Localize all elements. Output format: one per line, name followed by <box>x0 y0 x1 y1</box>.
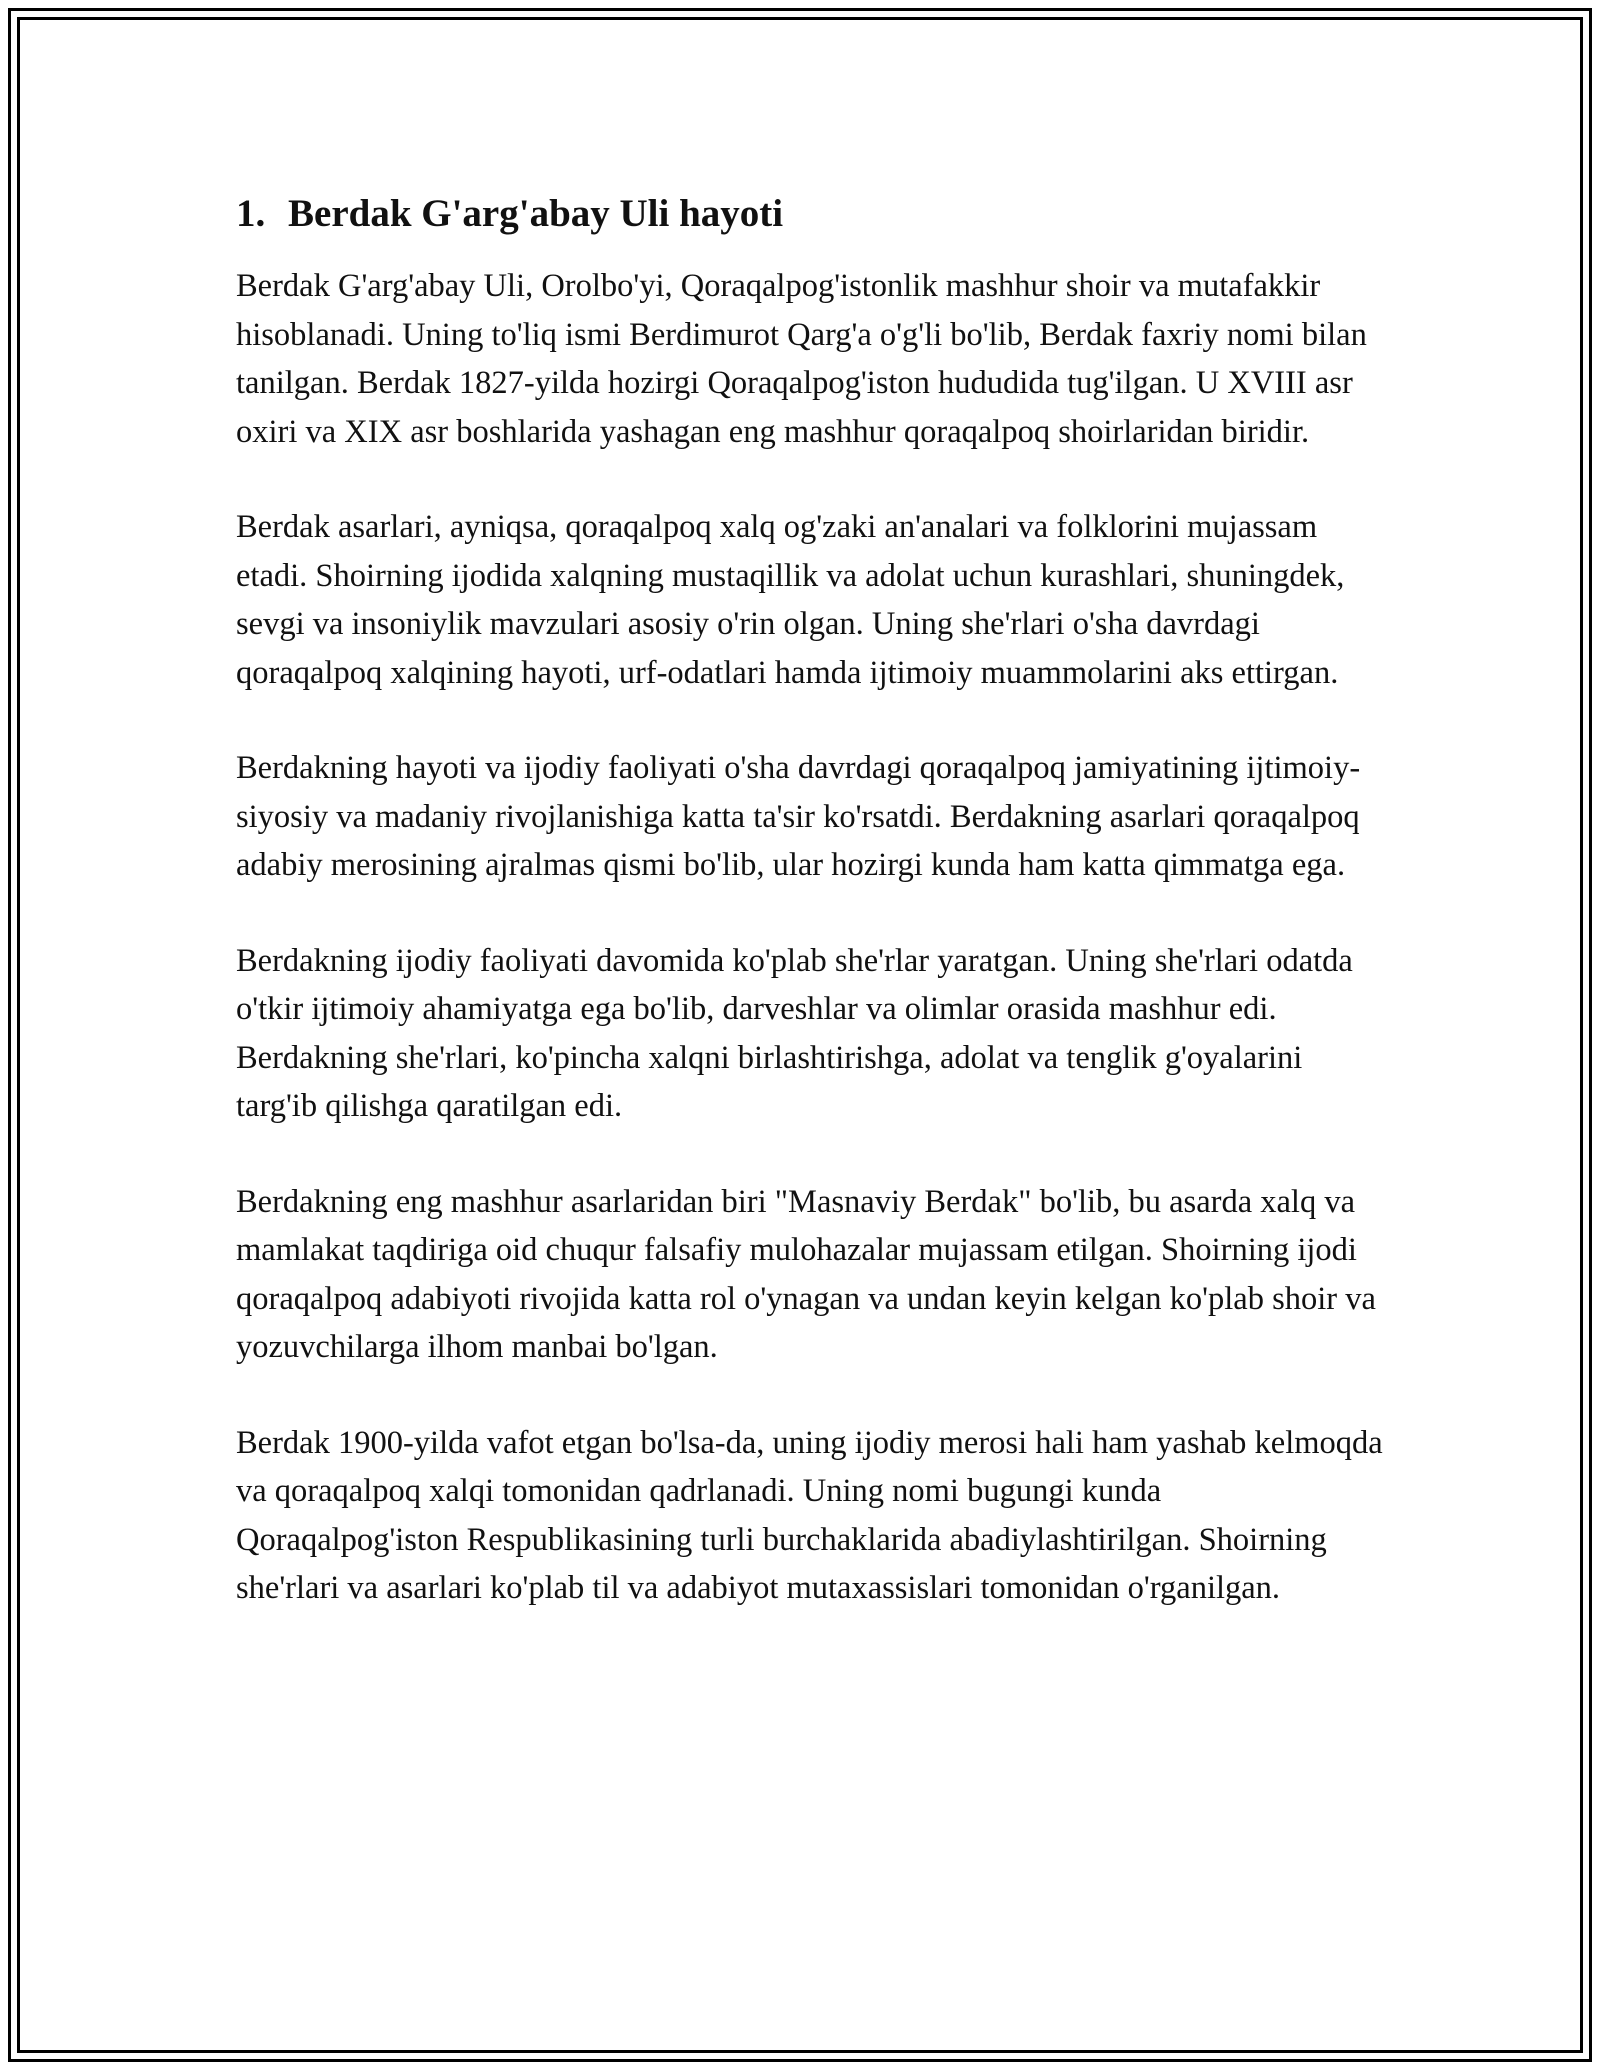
section-number: 1. <box>236 192 266 235</box>
section-title: Berdak G'arg'abay Uli hayoti <box>288 192 784 235</box>
document-body <box>236 186 1386 1660</box>
paragraph-1: Berdak G'arg'abay Uli, Orolbo'yi, Qoraqalpog'istonlik mashhur shoir va mutafakkir hisoblanadi. Uning to'liq ismi Berdimurot Qarg'a o'g'li bo'lib, Berdak faxriy nomi bilan tanilgan. Berdak 1827-yilda hozirgi Qoraqalpog'iston hududida tug'ilgan. U XVIII asr oxiri va XIX asr boshlarida yashagan eng mashhur qoraqalpoq shoirlaridan biridir. <box>236 268 1367 450</box>
paragraph-3: Berdakning hayoti va ijodiy faoliyati o'sha davrdagi qoraqalpoq jamiyatining ijtimoiy-siyosiy va madaniy rivojlanishiga katta ta'sir ko'rsatdi. Berdakning asarlari qoraqalpoq adabiy merosining ajralmas qismi bo'lib, ular hozirgi kunda ham katta qimmatga ega. <box>236 750 1361 883</box>
section-heading <box>236 186 1386 242</box>
paragraph-5: Berdakning eng mashhur asarlaridan biri "Masnaviy Berdak" bo'lib, bu asarda xalq va mamlakat taqdiriga oid chuqur falsafiy mulohazalar mujassam etilgan. Shoirning ijodi qoraqalpoq adabiyoti rivojida katta rol o'ynagan va undan keyin kelgan ko'plab shoir va yozuvchilarga ilhom manbai bo'lgan. <box>236 1183 1376 1365</box>
paragraph-4: Berdakning ijodiy faoliyati davomida ko'plab she'rlar yaratgan. Uning she'rlari odatda o'tkir ijtimoiy ahamiyatga ega bo'lib, darveshlar va olimlar orasida mashhur edi. Berdakning she'rlari, ko'pincha xalqni birlashtirishga, adolat va tenglik g'oyalarini targ'ib qilishga qaratilgan edi. <box>236 942 1353 1124</box>
paragraph-2: Berdak asarlari, ayniqsa, qoraqalpoq xalq og'zaki an'analari va folklorini mujassam etadi. Shoirning ijodida xalqning mustaqillik va adolat uchun kurashlari, shuningdek, sevgi va insoniylik mavzulari asosiy o'rin olgan. Uning she'rlari o'sha davrdagi qoraqalpoq xalqining hayoti, urf-odatlari hamda ijtimoiy muammolarini aks ettirgan. <box>236 509 1345 691</box>
paragraph-6: Berdak 1900-yilda vafot etgan bo'lsa-da, uning ijodiy merosi hali ham yashab kelmoqda va qoraqalpoq xalqi tomonidan qadrlanadi. Uning nomi bugungi kunda Qoraqalpog'iston Respublikasining turli burchaklarida abadiylashtirilgan. Shoirning she'rlari va asarlari ko'plab til va adabiyot mutaxassislari tomonidan o'rganilgan. <box>236 1424 1383 1606</box>
